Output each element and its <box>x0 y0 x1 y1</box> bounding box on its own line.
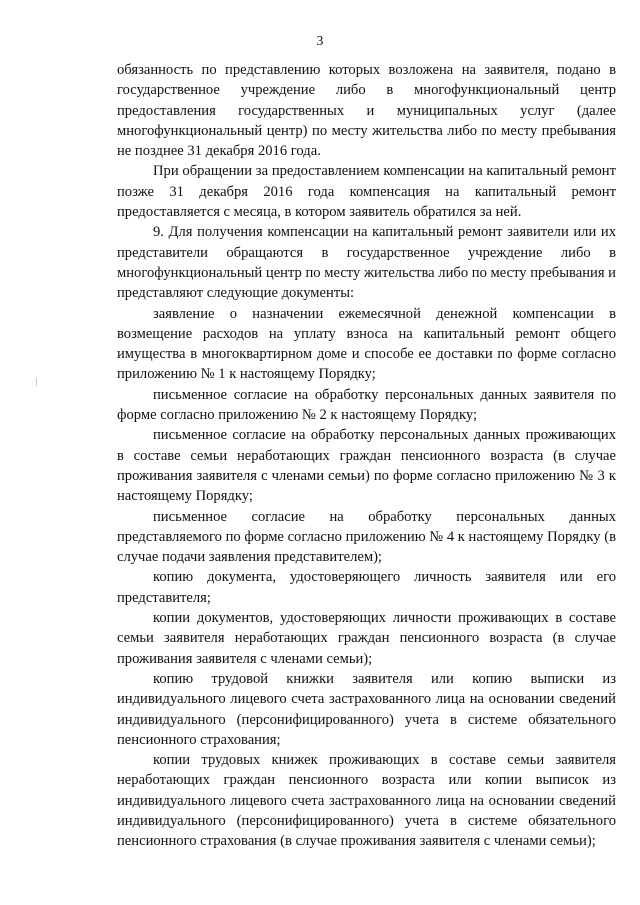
list-item-consent-family: письменное согласие на обработку персональных данных проживающих в составе семьи неработающих граждан пенсионного возраста (в случае проживания заявителя с членами семьи) по форме согласно приложению № 3 к настоящему Порядку; <box>117 427 616 505</box>
list-item-identity-copy: копию документа, удостоверяющего личность заявителя или его представителя; <box>117 569 616 606</box>
paragraph-continuation: обязанность по представлению которых возложена на заявителя, подано в государственное учреждение либо в многофункциональный центр предоставления государственных и муниципальных услуг (далее многофункциональный центр) по месту жительства либо по месту пребывания не позднее 31 декабря 2016 года. <box>117 62 616 160</box>
list-item-work-record-copy: копию трудовой книжки заявителя или копию выписки из индивидуального лицевого счета застрахованного лица на основании сведений индивидуального (персонифицированного) учета в системе обязательного пенсионного страхования; <box>117 670 616 748</box>
page-number: 3 <box>316 33 324 48</box>
list-item-application: заявление о назначении ежемесячной денежной компенсации в возмещение расходов на уплату взноса на капитальный ремонт общего имущества в многоквартирном доме и способе ее доставки по форме согласно приложению № 1 к настоящему Порядку; <box>117 305 616 383</box>
list-item-family-identity-copies: копии документов, удостоверяющих личности проживающих в составе семьи заявителя неработающих граждан пенсионного возраста (в случае проживания заявителя с членами семьи); <box>117 610 616 667</box>
list-item-family-work-record-copies: копии трудовых книжек проживающих в составе семьи заявителя неработающих граждан пенсионного возраста или копии выписок из индивидуального лицевого счета застрахованного лица на основании сведений индивидуального (персонифицированного) учета в системе обязательного пенсионного страхования (в случае проживания заявителя с членами семьи); <box>117 752 616 850</box>
list-item-consent-represented: письменное согласие на обработку персональных данных представляемого по форме согласно приложению № 4 к настоящему Порядку (в случае подачи заявления представителем); <box>117 508 616 566</box>
margin-mark <box>36 378 37 386</box>
paragraph-item-9: 9. Для получения компенсации на капитальный ремонт заявители или их представители обращаются в государственное учреждение либо в многофункциональный центр по месту жительства либо по месту пребывания и представляют следующие документы: <box>117 224 616 302</box>
list-item-consent-applicant: письменное согласие на обработку персональных данных заявителя по форме согласно приложению № 2 к настоящему Порядку; <box>117 386 616 424</box>
document-body <box>117 60 616 852</box>
paragraph-compensation-late: При обращении за предоставлением компенсации на капитальный ремонт позже 31 декабря 2016 года компенсация на капитальный ремонт предоставляется с месяца, в котором заявитель обратился за ней. <box>117 163 616 221</box>
